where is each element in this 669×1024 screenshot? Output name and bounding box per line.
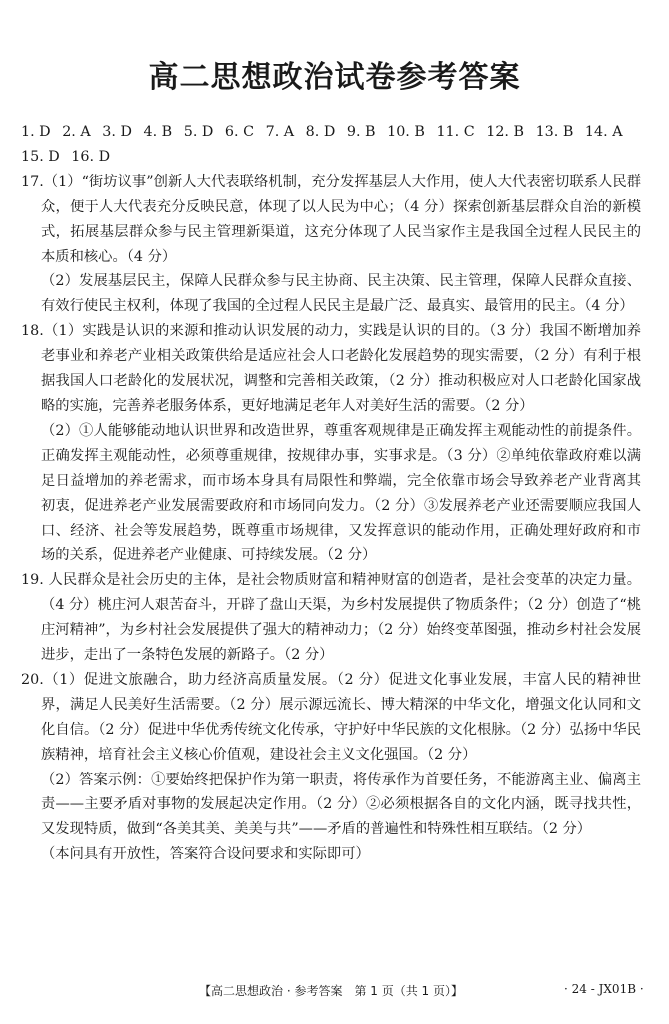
mc-answer: 15. D (21, 148, 60, 165)
mc-answer: 10. B (387, 124, 425, 140)
q19-answer: 19. 人民群众是社会历史的主体，是社会物质财富和精神财富的创造者，是社会变革的决定力量。（4 分）桃庄河人艰苦奋斗，开辟了盘山天渠，为乡村发展提供了物质条件；（2 分）创造了“桃庄河精神”，为乡村社会发展提供了强大的精神动力；（2 分）始终变革图强，推动乡村社会发展进步，走出了一条特色发展的新路子。（2 分） (21, 572, 641, 664)
footer-code: · 24 - JX01B · (564, 982, 644, 996)
mc-answer: 14. A (584, 124, 623, 140)
mc-answer: 7. A (265, 124, 295, 140)
multiple-choice-row-1 (21, 120, 641, 145)
q20-part1: 20.（1）促进文旅融合，助力经济高质量发展。（2 分）促进文化事业发展，丰富人民的精神世界，满足人民美好生活需要。（2 分）展示源远流长、博大精深的中华文化，增强文化认同和文化自信。（2 分）促进中华优秀传统文化传承，守护好中华民族的文化根脉。（2 分）弘扬中华民族精神，培育社会主义核心价值观，建设社会主义文化强国。（2 分） (21, 671, 641, 763)
multiple-choice-row-2 (21, 145, 641, 170)
mc-answer: 4. B (143, 124, 173, 140)
q18-part1: 18.（1）实践是认识的来源和推动认识发展的动力，实践是认识的目的。（3 分）我国不断增加养老事业和养老产业相关政策供给是适应社会人口老龄化发展趋势的现实需要，（2 分）有利于根据我国人口老龄化的发展状况，调整和完善相关政策，（2 分）推动积极应对人口老龄化国家战略的实施，完善养老服务体系，更好地满足老年人对美好生活的需要。（2 分） (21, 323, 641, 414)
mc-answer: 5. D (183, 124, 214, 140)
mc-answer: 11. C (436, 124, 475, 140)
q17-part1: 17.（1）“街坊议事”创新人大代表联络机制，充分发挥基层人大作用，使人大代表密切联系人民群众，便于人大代表充分反映民意，体现了以人民为中心；（4 分）探索创新基层群众自治的新模式，拓展基层群众参与民主管理新渠道，这充分体现了人民当家作主是我国全过程人民民主的本质和核心。（4 分） (21, 173, 641, 265)
footer-page-info: 【高二思想政治 · 参考答案 第 1 页（共 1 页）】 (199, 984, 463, 998)
mc-answer: 16. D (71, 148, 111, 165)
mc-answer: 12. B (486, 124, 525, 140)
answer-body (21, 120, 641, 867)
page-title: 高二思想政治试卷参考答案 (148, 60, 521, 95)
mc-answer: 8. D (305, 124, 336, 140)
mc-answer: 6. C (224, 124, 255, 140)
q17-part2: （2）发展基层民主，保障人民群众参与民主协商、民主决策、民主管理，保障人民群众直接、有效行使民主权利，体现了我国的全过程人民民主是最广泛、最真实、最管用的民主。（4 分） (41, 273, 641, 315)
q20-note: （本问具有开放性，答案符合设问要求和实际即可） (41, 846, 370, 863)
q20-part2: （2）答案示例：①要始终把保护作为第一职责，将传承作为首要任务，不能游离主业、偏离主责——主要矛盾对事物的发展起决定作用。（2 分）②必须根据各自的文化内涵，既寻找共性，又发现特质，做到“各美其美、美美与共”——矛盾的普遍性和特殊性相互联结。（2 分） (41, 771, 641, 838)
mc-answer: 13. B (535, 124, 574, 140)
mc-answer: 2. A (62, 124, 91, 140)
mc-answer: 1. D (21, 124, 51, 140)
mc-answer: 9. B (346, 124, 376, 140)
mc-answer: 3. D (102, 124, 132, 140)
q18-part2: （2）①人能够能动地认识世界和改造世界，尊重客观规律是正确发挥主观能动性的前提条件。正确发挥主观能动性，必须尊重规律，按规律办事，实事求是。（3 分）②单纯依靠政府难以满足日益增加的养老需求，而市场本身具有局限性和弊端，完全依靠市场会导致养老产业背离其初衷，促进养老产业发展需要政府和市场同向发力。（2 分）③发展养老产业还需要顺应我国人口、经济、社会等发展趋势，既尊重市场规律，又发挥意识的能动作用，正确处理好政府和市场的关系，促进养老产业健康、可持续发展。（2 分） (41, 422, 641, 564)
